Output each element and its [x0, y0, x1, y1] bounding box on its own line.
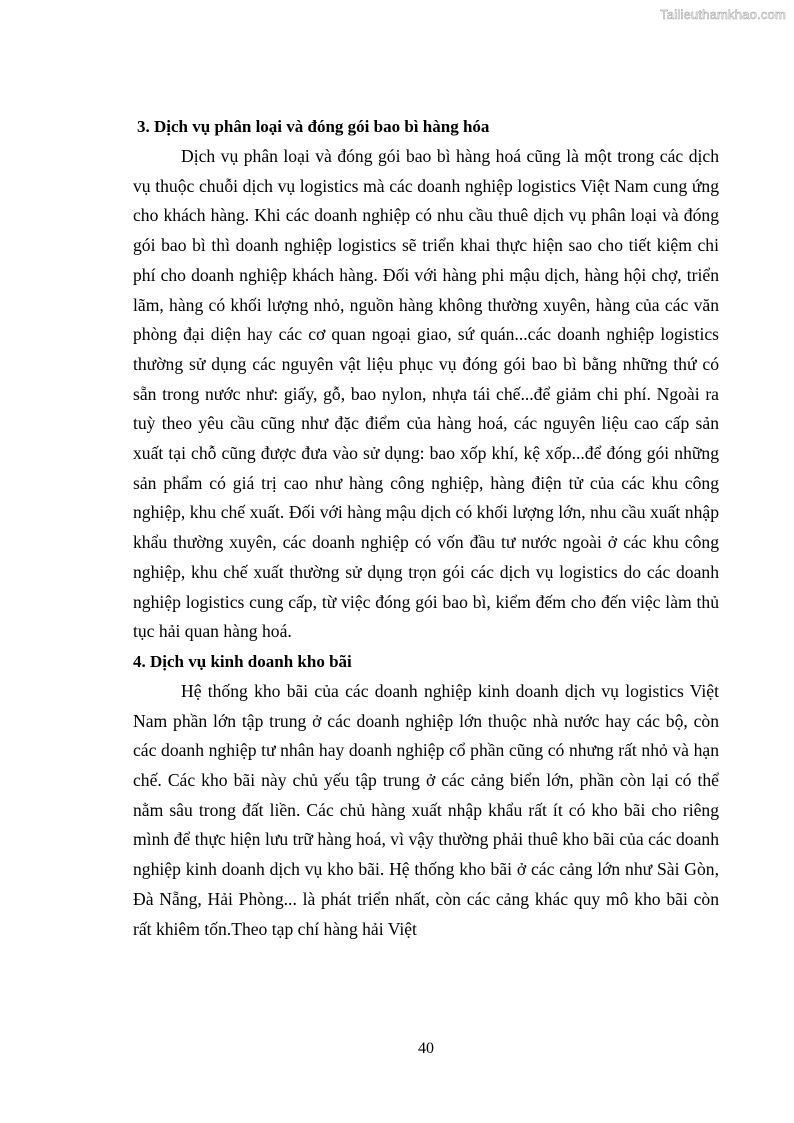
section-3-heading: 3. Dịch vụ phân loại và đóng gói bao bì hàng hóa	[137, 117, 490, 136]
page-number: 40	[418, 1040, 434, 1057]
section-4-paragraph: Hệ thống kho bãi của các doanh nghiệp kinh doanh dịch vụ logistics Việt Nam phần lớn tập trung ở các doanh nghiệp lớn thuộc nhà nước hay các bộ, còn các doanh nghiệp tư nhân hay doanh nghiệp cổ phần cũng có nhưng rất nhỏ và hạn chế. Các kho bãi này chủ yếu tập trung ở các cảng biển lớn, phần còn lại có thể nằm sâu trong đất liền. Các chủ hàng xuất nhập khẩu rất ít có kho bãi cho riêng mình để thực hiện lưu trữ hàng hoá, vì vậy thường phải thuê kho bãi của các doanh nghiệp kinh doanh dịch vụ kho bãi. Hệ thống kho bãi ở các cảng lớn như Sài Gòn, Đà Nẵng, Hải Phòng... là phát triển nhất, còn các cảng khác quy mô kho bãi còn rất khiêm tốn.Theo tạp chí hàng hải Việt	[133, 680, 719, 939]
document-body	[133, 112, 719, 944]
section-4-heading: 4. Dịch vụ kinh doanh kho bãi	[133, 651, 352, 671]
watermark: Tailieuthamkhao.com	[660, 7, 786, 22]
section-3-paragraph: Dịch vụ phân loại và đóng gói bao bì hàng hoá cũng là một trong các dịch vụ thuộc chuỗi dịch vụ logistics mà các doanh nghiệp logistics Việt Nam cung ứng cho khách hàng. Khi các doanh nghiệp có nhu cầu thuê dịch vụ phân loại và đóng gói bao bì thì doanh nghiệp logistics sẽ triển khai thực hiện sao cho tiết kiệm chi phí cho doanh nghiệp khách hàng. Đối với hàng phi mậu dịch, hàng hội chợ, triển lãm, hàng có khối lượng nhỏ, nguồn hàng không thường xuyên, hàng của các văn phòng đại diện hay các cơ quan ngoại giao, sứ quán...các doanh nghiệp logistics thường sử dụng các nguyên vật liệu phục vụ đóng gói bao bì bằng những thứ có sẵn trong nước như: giấy, gỗ, bao nylon, nhựa tái chế...để giảm chi phí. Ngoài ra tuỳ theo yêu cầu cũng như đặc điểm của hàng hoá, các nguyên liệu cao cấp sản xuất tại chỗ cũng được đưa vào sử dụng: bao xốp khí, kệ xốp...để đóng gói những sản phẩm có giá trị cao như hàng công nghiệp, hàng điện tử của các khu công nghiệp, khu chế xuất. Đối với hàng mậu dịch có khối lượng lớn, nhu cầu xuất nhập khẩu thường xuyên, các doanh nghiệp có vốn đầu tư nước ngoài ở các khu công nghiệp, khu chế xuất thường sử dụng trọn gói các dịch vụ logistics do các doanh nghiệp logistics cung cấp, từ việc đóng gói bao bì, kiểm đếm cho đến việc làm thủ tục hải quan hàng hoá.	[133, 146, 719, 642]
